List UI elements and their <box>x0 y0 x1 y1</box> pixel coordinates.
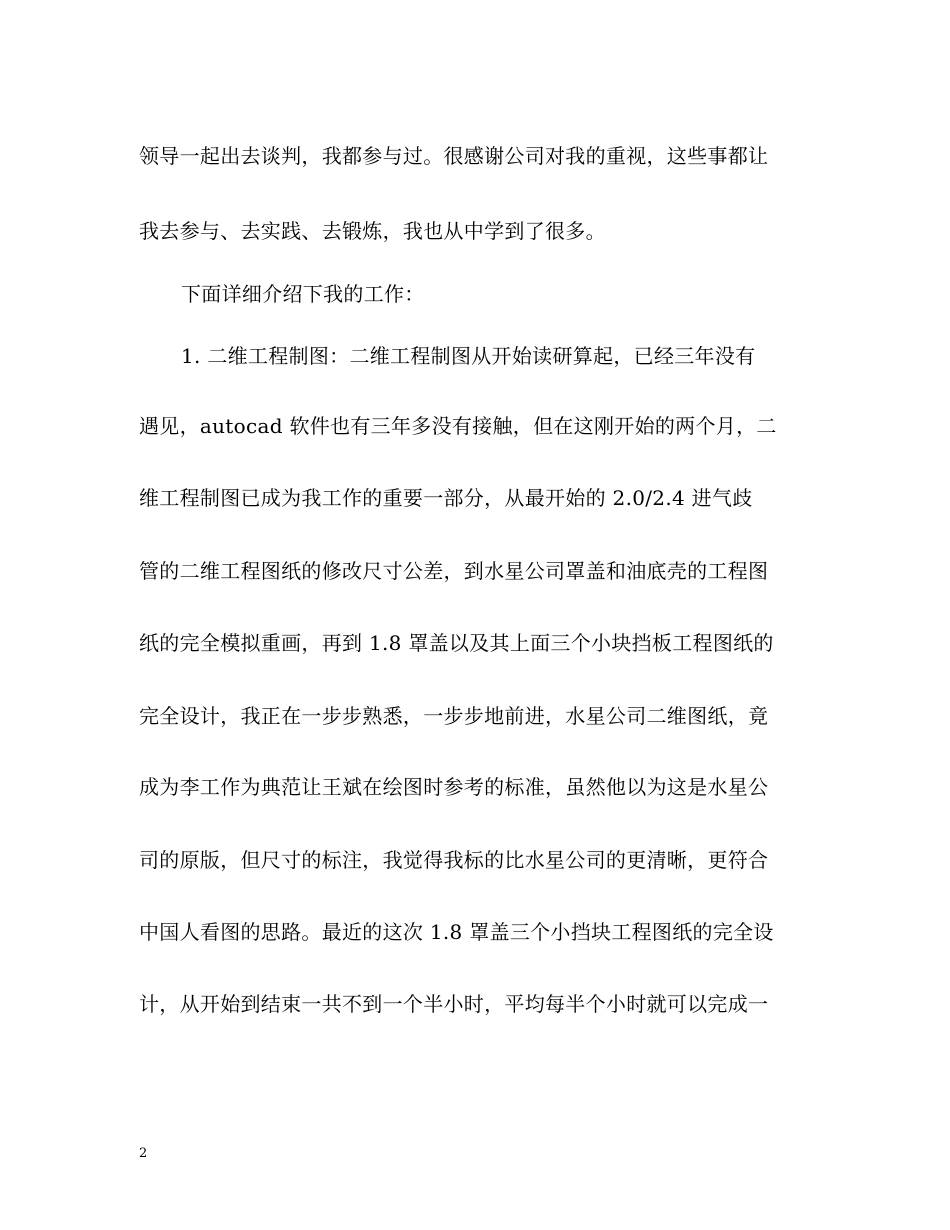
body-text-line: 纸的完全模拟重画，再到 1.8 罩盖以及其上面三个小块挡板工程图纸的 <box>139 631 774 655</box>
page-number: 2 <box>139 1146 148 1161</box>
body-text-line: 遇见，autocad 软件也有三年多没有接触，但在这刚开始的两个月，二 <box>139 414 777 438</box>
body-text-line: 我去参与、去实践、去锻炼，我也从中学到了很多。 <box>139 219 606 243</box>
body-text-line: 领导一起出去谈判，我都参与过。很感谢公司对我的重视，这些事都让 <box>139 144 769 168</box>
body-text-line: 司的原版，但尺寸的标注，我觉得我标的比水星公司的更清晰，更符合 <box>139 848 769 872</box>
list-item-line: 1. 二维工程制图：二维工程制图从开始读研算起，已经三年没有 <box>181 344 756 368</box>
body-text-line: 完全设计，我正在一步步熟悉，一步步地前进，水星公司二维图纸，竟 <box>139 704 769 728</box>
body-text-line: 中国人看图的思路。最近的这次 1.8 罩盖三个小挡块工程图纸的完全设 <box>139 920 774 944</box>
body-text-line: 管的二维工程图纸的修改尺寸公差，到水星公司罩盖和油底壳的工程图 <box>139 559 769 583</box>
body-text-line: 维工程制图已成为我工作的重要一部分，从最开始的 2.0/2.4 进气歧 <box>139 486 753 510</box>
body-text-line: 下面详细介绍下我的工作： <box>181 282 425 306</box>
body-text-line: 成为李工作为典范让王斌在绘图时参考的标准，虽然他以为这是水星公 <box>139 775 769 799</box>
body-text-line: 计，从开始到结束一共不到一个半小时，平均每半个小时就可以完成一 <box>139 992 769 1016</box>
